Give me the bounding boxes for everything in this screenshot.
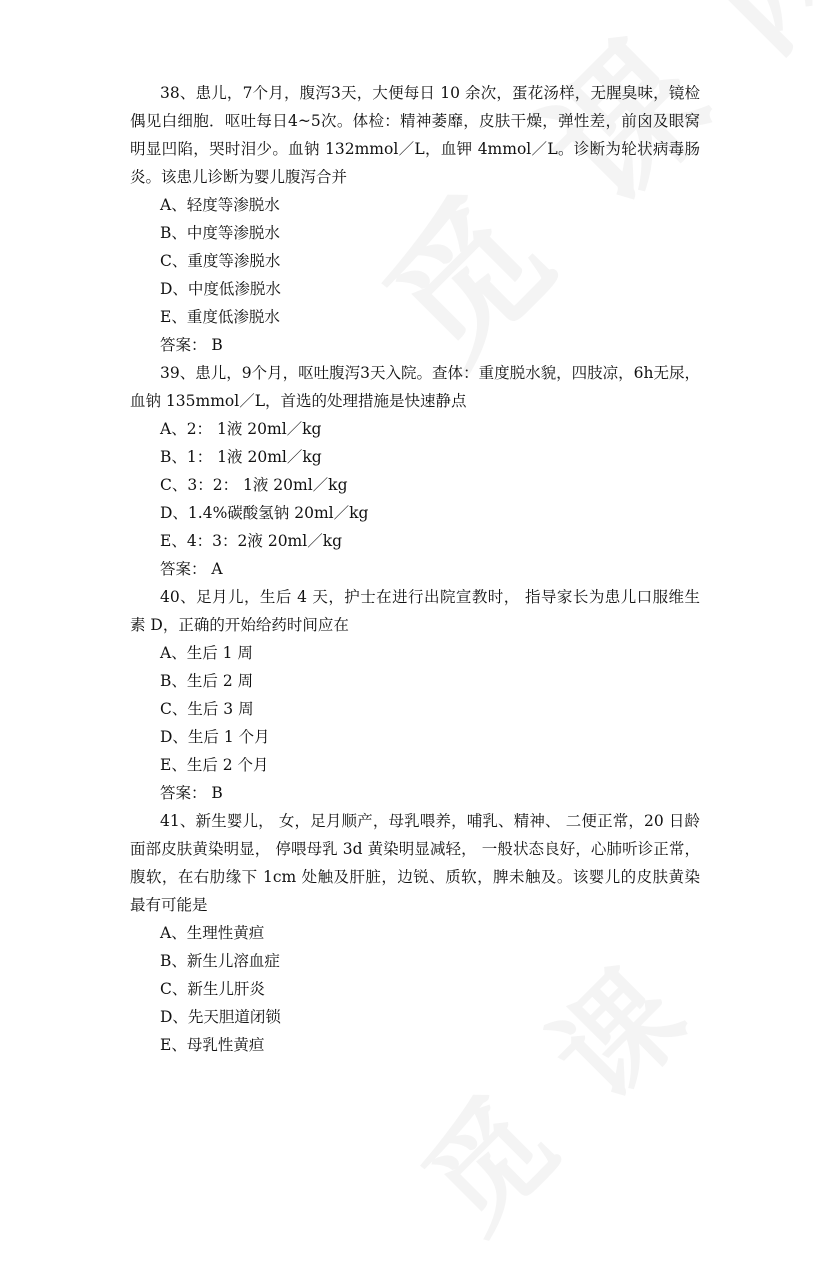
option-a: A、生理性黄疸 bbox=[160, 924, 265, 942]
question-41 bbox=[130, 807, 700, 1059]
question-40 bbox=[130, 583, 700, 807]
question-stem: 40、足月儿，生后 4 天，护士在进行出院宣教时， 指导家长为患儿口服维生素 D，正确的开始给药时间应在 bbox=[130, 588, 700, 634]
option-d: D、生后 1 个月 bbox=[160, 728, 270, 746]
option-b: B、新生儿溶血症 bbox=[160, 952, 280, 970]
option-b: B、中度等渗脱水 bbox=[160, 224, 280, 242]
option-b: B、1： 1液 20ml／kg bbox=[160, 448, 322, 466]
option-e: E、生后 2 个月 bbox=[160, 756, 269, 774]
option-e: E、重度低渗脱水 bbox=[160, 308, 280, 326]
question-38 bbox=[130, 79, 700, 359]
option-a: A、轻度等渗脱水 bbox=[160, 196, 280, 214]
option-e: E、母乳性黄疸 bbox=[160, 1036, 265, 1054]
question-stem: 38、患儿，7个月，腹泻3天，大便每日 10 余次，蛋花汤样，无腥臭味，镜检偶见白细胞．呕吐每日4~5次。体检：精神萎靡，皮肤干燥，弹性差，前囟及眼窝明显凹陷，哭时泪少。血钠 132mmol／L，血钾 4mmol／L。诊断为轮状病毒肠炎。该患儿诊断为婴儿腹泻合并 bbox=[130, 84, 700, 186]
question-stem: 39、患儿，9个月，呕吐腹泻3天入院。查体：重度脱水貌，四肢凉，6h无尿，血钠 135mmol／L，首选的处理措施是快速静点 bbox=[130, 364, 700, 410]
option-d: D、1.4%碳酸氢钠 20ml／kg bbox=[160, 504, 369, 522]
option-c: C、3：2： 1液 20ml／kg bbox=[160, 476, 348, 494]
option-a: A、2： 1液 20ml／kg bbox=[160, 420, 322, 438]
answer: 答案： B bbox=[160, 784, 223, 802]
option-e: E、4：3：2液 20ml／kg bbox=[160, 532, 343, 550]
answer: 答案： B bbox=[160, 336, 223, 354]
question-39 bbox=[130, 359, 700, 583]
option-c: C、新生儿肝炎 bbox=[160, 980, 265, 998]
option-c: C、生后 3 周 bbox=[160, 700, 254, 718]
option-d: D、中度低渗脱水 bbox=[160, 280, 281, 298]
option-a: A、生后 1 周 bbox=[160, 644, 253, 662]
option-d: D、先天胆道闭锁 bbox=[160, 1008, 281, 1026]
document-page bbox=[130, 79, 700, 1059]
answer: 答案： A bbox=[160, 560, 223, 578]
option-b: B、生后 2 周 bbox=[160, 672, 254, 690]
option-c: C、重度等渗脱水 bbox=[160, 252, 281, 270]
question-stem: 41、新生婴儿， 女，足月顺产，母乳喂养，哺乳、精神、 二便正常，20 日龄面部皮肤黄染明显， 停喂母乳 3d 黄染明显减轻， 一般状态良好，心肺听诊正常，腹软，在右肋缘下 1cm 处触及肝脏，边锐、质软，脾未触及。该婴儿的皮肤黄染最有可能是 bbox=[130, 812, 700, 914]
